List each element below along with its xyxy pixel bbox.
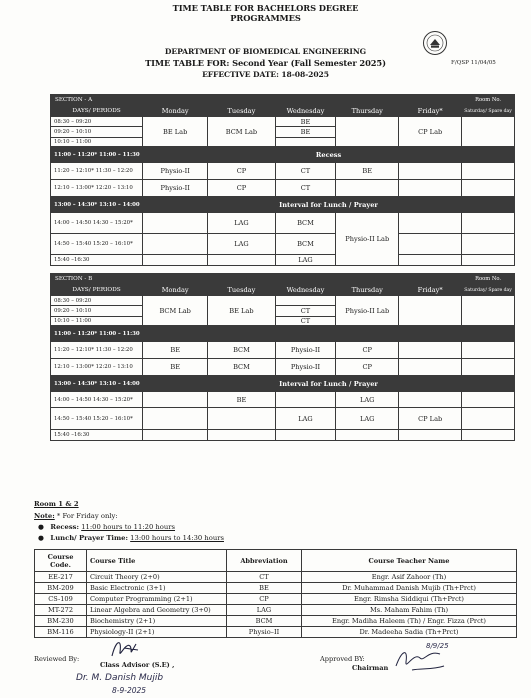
course-title: Linear Algebra and Geometry (3+0) <box>87 605 227 616</box>
room-note: Room 1 & 2 <box>34 500 79 508</box>
schedule-cell: BCM Lab <box>143 296 208 326</box>
thursday-header: Thursday <box>336 106 399 117</box>
schedule-cell: BE Lab <box>143 117 208 147</box>
note-line <box>34 512 118 520</box>
days-periods-header: DAYS/ PERIODS <box>51 106 143 117</box>
schedule-cell <box>143 408 208 430</box>
schedule-cell <box>275 296 336 306</box>
course-abbreviation: CP <box>227 594 302 605</box>
table-row <box>35 605 517 616</box>
schedule-cell: LAG <box>208 213 275 234</box>
period-cell: 11:00 – 11:20* 11:00 – 11:30 <box>51 147 143 163</box>
monday-header: Monday <box>143 285 208 296</box>
schedule-cell <box>462 163 515 180</box>
course-title: Physiology-II (2+1) <box>87 627 227 638</box>
schedule-cell: Physio-II Lab <box>336 296 399 326</box>
title-line-2: PROGRAMMES <box>230 13 301 23</box>
schedule-cell <box>399 255 462 266</box>
recess-note <box>38 523 175 531</box>
course-code: EE-217 <box>35 572 87 583</box>
period-cell: 14:00 – 14:50 14:30 – 15:20* <box>51 392 143 408</box>
schedule-cell: BCM <box>275 234 336 255</box>
schedule-cell: CP <box>336 342 399 359</box>
lunch-band: Interval for Lunch / Prayer <box>143 376 515 392</box>
recess-band: Recess <box>143 147 515 163</box>
section-label: SECTION - A <box>51 95 143 106</box>
tuesday-header: Tuesday <box>208 106 275 117</box>
course-teacher: Engr. Asif Zahoor (Th) <box>302 572 517 583</box>
schedule-cell: BCM <box>208 359 275 376</box>
period-cell: 15:40 –16:30 <box>51 430 143 441</box>
lunch-time: 13:00 hours to 14:30 hours <box>130 534 224 542</box>
period-cell: 11:20 – 12:10* 11:30 – 12:20 <box>51 342 143 359</box>
advisor-signature-icon <box>108 636 142 662</box>
schedule-cell <box>399 342 462 359</box>
course-teacher: Engr. Madiha Haleem (Th) / Engr. Fizza (Prct) <box>302 616 517 627</box>
schedule-cell <box>399 296 462 326</box>
recess-time: 11:00 hours to 11:20 hours <box>81 523 176 531</box>
course-abbreviation: CT <box>227 572 302 583</box>
abbreviation-header: Abbreviation <box>227 550 302 572</box>
schedule-cell: CT <box>275 317 336 326</box>
course-abbreviation: LAG <box>227 605 302 616</box>
lunch-label: Lunch/ Prayer Time: <box>50 534 128 542</box>
schedule-cell <box>208 430 275 441</box>
courses-table <box>34 549 517 638</box>
schedule-cell <box>399 213 462 234</box>
course-code: BM-209 <box>35 583 87 594</box>
period-cell: 10:10 – 11:00 <box>51 317 143 326</box>
course-code: CS-109 <box>35 594 87 605</box>
schedule-cell: BE Lab <box>208 296 275 326</box>
course-teacher: Ms. Maham Fahim (Th) <box>302 605 517 616</box>
course-abbreviation: BCM <box>227 616 302 627</box>
schedule-cell: BE <box>208 392 275 408</box>
period-cell: 08:30 – 09:20 <box>51 296 143 306</box>
course-title-header: Course Title <box>87 550 227 572</box>
title-line-1: TIME TABLE FOR BACHELORS DEGREE <box>172 3 359 13</box>
saturday-header: Saturday/ Spare day <box>462 285 515 296</box>
course-code: MT-272 <box>35 605 87 616</box>
teacher-header: Course Teacher Name <box>302 550 517 572</box>
university-logo-icon <box>422 30 448 56</box>
schedule-cell <box>462 408 515 430</box>
schedule-cell <box>399 392 462 408</box>
schedule-cell: Physio-II Lab <box>336 213 399 266</box>
schedule-cell <box>462 234 515 255</box>
schedule-cell: LAG <box>336 408 399 430</box>
room-label: Room No. <box>462 274 515 285</box>
schedule-cell <box>336 117 399 147</box>
schedule-cell: LAG <box>336 392 399 408</box>
course-title: Basic Electronic (3+1) <box>87 583 227 594</box>
course-abbreviation: Physio–II <box>227 627 302 638</box>
schedule-cell <box>275 430 336 441</box>
table-row <box>35 594 517 605</box>
schedule-cell <box>143 255 208 266</box>
period-cell: 09:20 – 10:10 <box>51 127 143 138</box>
schedule-cell: BCM <box>208 342 275 359</box>
course-title: Circuit Theory (2+0) <box>87 572 227 583</box>
effective-date: EFFECTIVE DATE: 18-08-2025 <box>202 70 329 79</box>
friday-header: Friday* <box>399 106 462 117</box>
chairman-label: Chairman <box>352 664 389 672</box>
schedule-cell: BE <box>275 127 336 138</box>
course-title: Biochemistry (2+1) <box>87 616 227 627</box>
schedule-cell <box>399 359 462 376</box>
schedule-cell <box>462 255 515 266</box>
schedule-cell <box>143 430 208 441</box>
period-cell: 11:00 – 11:20* 11:00 – 11:30 <box>51 326 143 342</box>
schedule-cell <box>208 408 275 430</box>
period-cell: 08:30 – 09:20 <box>51 117 143 127</box>
bullet-icon: ● <box>38 523 44 531</box>
schedule-cell <box>462 296 515 326</box>
recess-band <box>143 326 515 342</box>
schedule-cell <box>462 342 515 359</box>
table-row <box>35 572 517 583</box>
room-label: Room No. <box>462 95 515 106</box>
schedule-cell <box>143 234 208 255</box>
schedule-cell: CP <box>208 180 275 197</box>
schedule-cell <box>462 359 515 376</box>
schedule-cell: CP Lab <box>399 117 462 147</box>
schedule-cell <box>399 180 462 197</box>
schedule-cell: BCM Lab <box>208 117 275 147</box>
schedule-cell: CT <box>275 180 336 197</box>
class-advisor-label: Class Advisor (S.E) , <box>100 661 175 669</box>
section-b-timetable <box>50 273 515 441</box>
schedule-cell <box>462 430 515 441</box>
period-cell: 12:10 – 13:00* 12:20 – 13:10 <box>51 180 143 197</box>
schedule-cell: CP <box>336 359 399 376</box>
schedule-cell <box>462 117 515 147</box>
schedule-cell <box>336 430 399 441</box>
chairman-handwritten-date: 8/9/25 <box>426 642 449 650</box>
schedule-cell <box>275 392 336 408</box>
course-abbreviation: BE <box>227 583 302 594</box>
handwritten-date: 8-9-2025 <box>112 686 147 695</box>
department-title: DEPARTMENT OF BIOMEDICAL ENGINEERING <box>164 47 367 56</box>
saturday-header: Saturday/ Spare day <box>462 106 515 117</box>
schedule-cell <box>462 213 515 234</box>
friday-header: Friday* <box>399 285 462 296</box>
course-title: Computer Programming (2+1) <box>87 594 227 605</box>
schedule-cell: BE <box>336 163 399 180</box>
timetable-for: TIME TABLE FOR: Second Year (Fall Semester 2025) <box>145 58 386 68</box>
schedule-cell <box>399 430 462 441</box>
note-label: Note: <box>34 512 55 520</box>
lunch-band: Interval for Lunch / Prayer <box>143 197 515 213</box>
schedule-cell: BCM <box>275 213 336 234</box>
schedule-cell: BE <box>143 342 208 359</box>
schedule-cell: Physio-II <box>143 180 208 197</box>
period-cell: 14:50 – 15:40 15:20 – 16:10* <box>51 234 143 255</box>
schedule-cell: CP Lab <box>399 408 462 430</box>
period-cell: 09:20 – 10:10 <box>51 306 143 317</box>
note-text: * For Friday only: <box>56 512 118 520</box>
wednesday-header: Wednesday <box>275 285 336 296</box>
schedule-cell: LAG <box>208 234 275 255</box>
schedule-cell: Physio-II <box>275 359 336 376</box>
schedule-cell <box>143 213 208 234</box>
schedule-cell <box>462 180 515 197</box>
course-teacher: Engr. Rimsha Siddiqui (Th+Prct) <box>302 594 517 605</box>
schedule-cell <box>336 180 399 197</box>
tuesday-header: Tuesday <box>208 285 275 296</box>
schedule-cell: Physio-II <box>275 342 336 359</box>
period-cell: 13:00 – 14:30* 13:10 – 14:00 <box>51 376 143 392</box>
schedule-cell: BE <box>275 117 336 127</box>
course-code-header: Course Code. <box>35 550 87 572</box>
wednesday-header: Wednesday <box>275 106 336 117</box>
document-code: F/QSP 11/04/05 <box>451 60 496 66</box>
schedule-cell: CT <box>275 306 336 317</box>
monday-header: Monday <box>143 106 208 117</box>
period-cell: 14:00 – 14:50 14:30 – 15:20* <box>51 213 143 234</box>
schedule-cell <box>399 234 462 255</box>
schedule-cell: CT <box>275 163 336 180</box>
schedule-cell <box>143 392 208 408</box>
handwritten-name: Dr. M. Danish Mujib <box>76 673 164 683</box>
course-code: BM-116 <box>35 627 87 638</box>
days-periods-header: DAYS/ PERIODS <box>51 285 143 296</box>
course-teacher: Dr. Madeeha Sadia (Th+Prct) <box>302 627 517 638</box>
recess-label: Recess: <box>50 523 80 531</box>
course-teacher: Dr. Muhammad Danish Mujib (Th+Prct) <box>302 583 517 594</box>
approved-by-label: Approved BY: <box>320 655 365 663</box>
thursday-header: Thursday <box>336 285 399 296</box>
period-cell: 10:10 – 11:00 <box>51 138 143 147</box>
schedule-cell: Physio-II <box>143 163 208 180</box>
bullet-icon: ● <box>38 534 44 542</box>
schedule-cell <box>208 255 275 266</box>
course-code: BM-230 <box>35 616 87 627</box>
section-a-timetable <box>50 94 515 266</box>
period-cell: 11:20 – 12:10* 11:30 – 12:20 <box>51 163 143 180</box>
table-row <box>35 583 517 594</box>
schedule-cell: BE <box>143 359 208 376</box>
schedule-cell <box>399 163 462 180</box>
section-label: SECTION - B <box>51 274 143 285</box>
table-row <box>35 627 517 638</box>
schedule-cell <box>462 392 515 408</box>
reviewed-by-label: Reviewed By: <box>34 655 80 663</box>
period-cell: 13:00 – 14:30* 13:10 – 14:00 <box>51 197 143 213</box>
schedule-cell <box>275 138 336 147</box>
schedule-cell: CP <box>208 163 275 180</box>
table-row <box>35 616 517 627</box>
period-cell: 15:40 –16:30 <box>51 255 143 266</box>
period-cell: 14:50 – 15:40 15:20 – 16:10* <box>51 408 143 430</box>
schedule-cell: LAG <box>275 408 336 430</box>
period-cell: 12:10 – 13:00* 12:20 – 13:10 <box>51 359 143 376</box>
schedule-cell: LAG <box>275 255 336 266</box>
lunch-note <box>38 534 224 542</box>
